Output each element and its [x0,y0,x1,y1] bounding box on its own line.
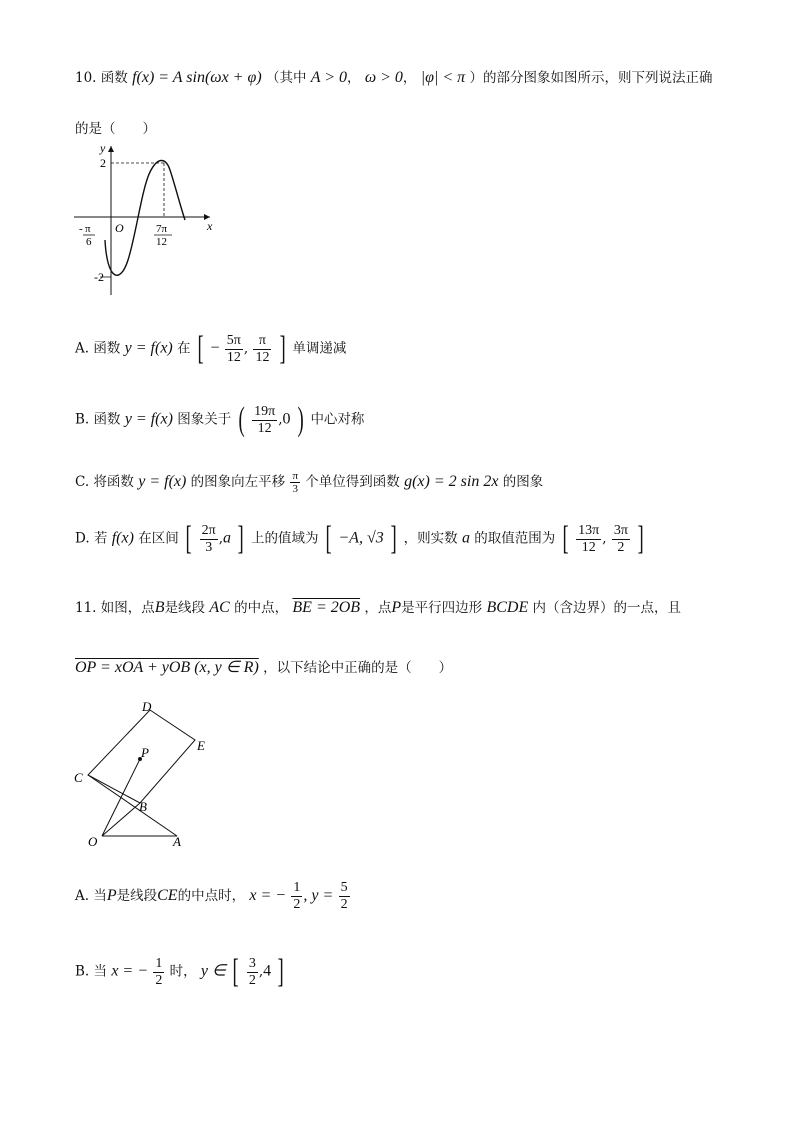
option-text: ，则实数 [403,530,458,547]
option-text: 若 [93,530,108,547]
bracket-close: ] [279,330,286,367]
bracket-close: ] [390,520,397,557]
x-eq: x = − [111,962,149,980]
option-text: 个单位得到函数 [305,474,400,490]
var-a: a [461,529,470,547]
q11-geometry-figure [70,695,230,855]
option-text: 的取值范围为 [474,530,556,547]
q11-stem-line2 [75,656,452,677]
q10-function: f(x) = A sin(ωx + φ) [132,69,262,86]
vector-equation: BE = 2OB [292,599,361,616]
q11-option-a[interactable] [75,880,351,913]
paren-open: ( [238,401,245,438]
option-func: y = f(x) [124,410,173,428]
label-o: O [88,834,98,849]
option-text: 时， [169,963,197,980]
fraction: $\frac{3\pi}{2}$ [613,522,628,555]
option-text: 单调递减 [292,340,347,357]
x-eq: x = − [249,887,287,904]
fraction: $\frac{5}{2}$ [340,880,348,912]
paren-close: ) [297,401,304,438]
q11-text: 是线段 [164,600,206,616]
q10-stem-text: 函数 [100,70,128,86]
option-text: 函数 [93,340,121,357]
q10-cond-phi: |φ| < π [420,69,466,86]
option-text: 在区间 [138,530,179,547]
x-right-num: 7π [156,223,168,235]
fraction: $\frac{19\pi}{12}$ [254,403,276,436]
vector-equation-2: OP = xOA + yOB (x, y ∈ R) [75,659,259,676]
bracket-open: [ [325,520,332,557]
point-p: P [391,599,402,616]
q11-text: 的中点， [234,600,289,616]
option-func: y = f(x) [124,339,173,357]
q10-number: 10. [75,70,97,86]
option-text: 图象关于 [177,411,232,428]
var-a: a [223,529,232,547]
segment-ce: CE [157,887,178,904]
point-b: B [154,599,165,616]
label-p: P [141,745,149,760]
bracket-open: [ [232,953,240,990]
q10-option-d[interactable]: D. 若 f(x) 在区间 [ $\frac{2\pi}{3}$ ,a ] 上的值域为 [ −A, √3 ] ，则实数 a 的取值范围为 [ $\frac{13\pi}{12}$ , $\frac{3\pi}{2}$ ] [75,520,644,557]
y-label: y [100,141,106,155]
option-text: 的图象 [502,474,544,490]
option-text: 当 [93,888,107,904]
q10-option-b[interactable]: B. 函数 y = f(x) 图象关于 ( $\frac{19\pi}{12}$ ,0 ) 中心对称 [75,401,365,438]
option-text: 上的值域为 [250,530,319,547]
q10-stem-text3: 的是（ ） [75,121,156,137]
bracket-close: ] [237,520,245,557]
q11-text: 如图，点 [100,600,155,616]
q10-stem-line1: 10. 函数 f(x) = A sin(ωx + φ) （其中 A > 0， ω > 0， |φ| < π ）的部分图象如图所示，则下列说法正确 [75,69,713,86]
q10-cond-a: A > 0 [310,69,348,86]
q10-option-a[interactable]: A. 函数 y = f(x) 在 [ − $\frac{5\pi}{12}$ , $\frac{\pi}{12}$ ] 单调递减 [75,330,347,367]
option-g-func: g(x) = 2 sin 2x [404,473,499,490]
q11-text: ，以下结论中正确的是（ ） [263,660,453,676]
range: −A, √3 [338,529,384,547]
label-c: C [74,770,83,785]
q10-cond-open: （其中 [265,70,307,86]
zero: 0 [282,410,291,428]
bracket-close: ] [637,520,644,557]
option-text: 将函数 [93,474,134,490]
label-d: D [142,699,152,714]
bracket-open: [ [562,520,569,557]
y-min-label: -2 [94,270,104,284]
origin-label: O [115,221,124,235]
segment-ca [88,775,177,836]
fraction: $\frac{1}{2}$ [155,955,163,988]
four: 4 [263,962,272,980]
option-text: 函数 [93,411,121,428]
bracket-close: ] [278,953,285,990]
option-label: B. [75,963,90,980]
label-b: B [139,799,147,814]
q11-text: 是平行四边形 [401,600,483,616]
y-in: y ∈ [200,962,226,980]
option-text: 当 [93,963,108,980]
label-a: A [173,834,181,849]
segment-op [102,759,140,836]
q10-cond-w: ω > 0 [364,69,403,86]
fraction: $\frac{\pi}{12}$ [255,332,270,365]
q10-stem-text2: ）的部分图象如图所示，则下列说法正确 [469,70,713,86]
option-text: 是线段 [116,888,158,904]
bracket-open: [ [185,520,192,557]
segment-ac: AC [209,599,230,616]
fraction: $\frac{3}{2}$ [248,955,256,988]
q11-text: ，点 [364,600,392,616]
y-max-label: 2 [100,156,106,170]
option-text: 的中点时， [177,888,246,904]
label-e: E [197,738,205,753]
option-func: y = f(x) [138,473,187,490]
x-label: x [207,219,213,233]
q10-sine-graph [70,140,220,300]
x-left-den: 6 [86,236,92,248]
fraction: $\frac{5\pi}{12}$ [226,332,241,365]
segment-ob [102,803,140,836]
x-left-sign: - [79,223,83,235]
fraction: $\frac{1}{2}$ [293,880,301,912]
x-left-num: π [85,223,91,235]
parallelogram-bcde: BCDE [486,599,529,616]
y-eq: , y = [303,887,334,904]
q10-stem-line2 [75,117,156,137]
sign: − [210,339,220,357]
q11-option-b[interactable]: B. 当 x = − $\frac{1}{2}$ 时， y ∈ [ $\frac{3}{2}$ ,4 ] [75,953,285,990]
fraction: $\frac{\pi}{3}$ [292,470,298,495]
option-text: 在 [177,340,191,357]
option-label: D. [75,530,90,547]
sine-curve [105,161,185,276]
option-func: f(x) [111,529,134,547]
q11-text: 内（含边界）的一点，且 [532,600,682,616]
option-label: B. [75,411,90,428]
option-text: 中心对称 [310,411,365,428]
bracket-open: [ [197,330,204,367]
option-label: A. [75,888,90,904]
option-label: C. [75,474,90,490]
x-right-den: 12 [156,236,167,248]
q10-option-c[interactable] [75,470,543,495]
option-label: A. [75,340,90,357]
point-p: P [106,887,117,904]
q11-number: 11. [75,600,97,616]
q11-stem-line1 [75,596,681,617]
fraction: $\frac{13\pi}{12}$ [578,522,600,555]
fraction: $\frac{2\pi}{3}$ [201,522,216,555]
option-text: 的图象向左平移 [190,474,286,490]
